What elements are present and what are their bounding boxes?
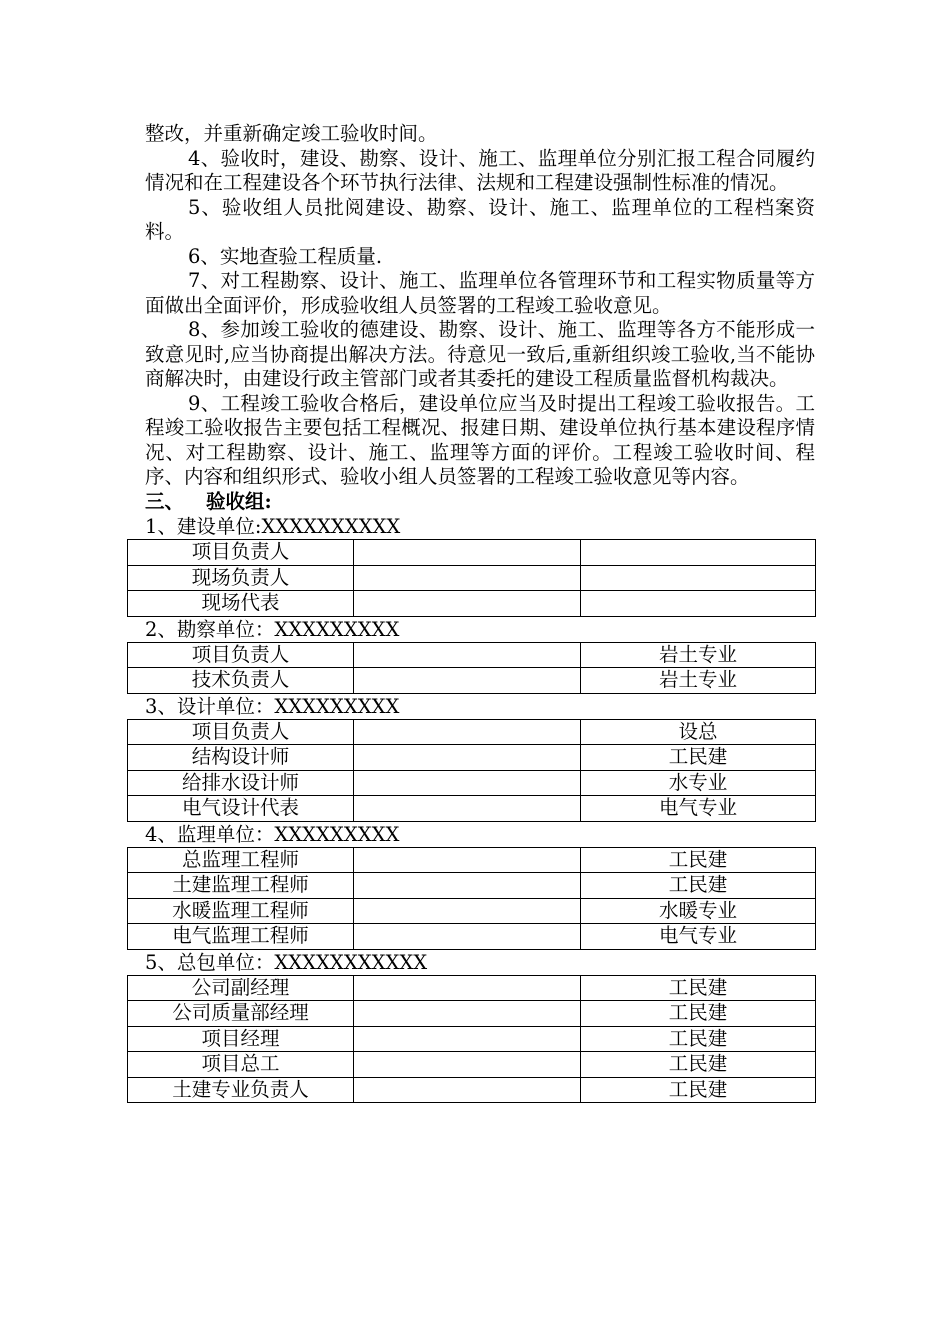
name-cell[interactable] bbox=[354, 975, 581, 1001]
role-cell: 总监理工程师 bbox=[128, 847, 354, 873]
name-cell[interactable] bbox=[354, 1026, 581, 1052]
role-cell: 项目经理 bbox=[128, 1026, 354, 1052]
role-cell: 给排水设计师 bbox=[128, 770, 354, 796]
unit-label: 2、勘察单位：XXXXXXXXX bbox=[145, 617, 400, 641]
role-cell: 现场负责人 bbox=[128, 565, 354, 591]
name-cell[interactable] bbox=[354, 540, 581, 566]
paragraph: 7、对工程勘察、设计、施工、监理单位各管理环节和工程实物质量等方面做出全面评价，形成验收组人员签署的工程竣工验收意见。 bbox=[145, 269, 815, 317]
role-cell: 电气设计代表 bbox=[128, 796, 354, 822]
specialty-cell: 工民建 bbox=[581, 1077, 816, 1103]
paragraph: 9、工程竣工验收合格后，建设单位应当及时提出工程竣工验收报告。工程竣工验收报告主要包括工程概况、报建日期、建设单位执行基本建设程序情况、对工程勘察、设计、施工、监理等方面的评价。工程竣工验收时间、程序、内容和组织形式、验收小组人员签署的工程竣工验收意见等内容。 bbox=[145, 391, 815, 488]
name-cell[interactable] bbox=[354, 591, 581, 617]
name-cell[interactable] bbox=[354, 924, 581, 950]
specialty-cell: 工民建 bbox=[581, 975, 816, 1001]
unit-label: 4、监理单位：XXXXXXXXX bbox=[145, 822, 400, 846]
name-cell[interactable] bbox=[354, 719, 581, 745]
specialty-cell: 设总 bbox=[581, 719, 816, 745]
name-cell[interactable] bbox=[354, 1001, 581, 1027]
paragraph: 5、验收组人员批阅建设、勘察、设计、施工、监理单位的工程档案资料。 bbox=[145, 195, 815, 243]
specialty-cell: 工民建 bbox=[581, 1026, 816, 1052]
name-cell[interactable] bbox=[354, 1052, 581, 1078]
role-cell: 土建监理工程师 bbox=[128, 873, 354, 899]
specialty-cell: 工民建 bbox=[581, 847, 816, 873]
specialty-cell: 岩土专业 bbox=[581, 642, 816, 668]
table-row bbox=[128, 1052, 816, 1078]
paragraph: 4、验收时，建设、勘察、设计、施工、监理单位分别汇报工程合同履约情况和在工程建设各个环节执行法律、法规和工程建设强制性标准的情况。 bbox=[145, 146, 815, 194]
role-cell: 公司质量部经理 bbox=[128, 1001, 354, 1027]
table-row bbox=[128, 745, 816, 771]
role-cell: 电气监理工程师 bbox=[128, 924, 354, 950]
paragraph: 6、实地查验工程质量. bbox=[188, 244, 383, 268]
role-cell: 项目总工 bbox=[128, 1052, 354, 1078]
document-page bbox=[145, 122, 815, 1103]
specialty-cell: 岩土专业 bbox=[581, 668, 816, 694]
table-row bbox=[128, 924, 816, 950]
table-row bbox=[128, 540, 816, 566]
name-cell[interactable] bbox=[354, 1077, 581, 1103]
acceptance-group-units bbox=[145, 514, 815, 1103]
name-cell[interactable] bbox=[354, 565, 581, 591]
paragraph: 8、参加竣工验收的德建设、勘察、设计、施工、监理等各方不能形成一致意见时,应当协商提出解决方法。待意见一致后,重新组织竣工验收,当不能协商解决时，由建设行政主管部门或者其委托的建设工程质量监督机构裁决。 bbox=[145, 318, 815, 390]
name-cell[interactable] bbox=[354, 847, 581, 873]
specialty-cell: 电气专业 bbox=[581, 924, 816, 950]
table-row bbox=[128, 975, 816, 1001]
specialty-cell bbox=[581, 565, 816, 591]
role-cell: 项目负责人 bbox=[128, 642, 354, 668]
table-row bbox=[128, 1077, 816, 1103]
specialty-cell: 工民建 bbox=[581, 745, 816, 771]
name-cell[interactable] bbox=[354, 770, 581, 796]
acceptance-procedure-text bbox=[145, 122, 815, 490]
name-cell[interactable] bbox=[354, 898, 581, 924]
specialty-cell: 工民建 bbox=[581, 873, 816, 899]
table-row bbox=[128, 565, 816, 591]
paragraph: 整改，并重新确定竣工验收时间。 bbox=[145, 122, 438, 145]
specialty-cell bbox=[581, 591, 816, 617]
role-cell: 现场代表 bbox=[128, 591, 354, 617]
section-heading bbox=[145, 490, 815, 515]
table-row bbox=[128, 591, 816, 617]
name-cell[interactable] bbox=[354, 642, 581, 668]
unit-label: 3、设计单位：XXXXXXXXX bbox=[145, 694, 400, 718]
unit-members-table bbox=[127, 539, 816, 617]
unit-members-table bbox=[127, 642, 816, 694]
role-cell: 项目负责人 bbox=[128, 540, 354, 566]
name-cell[interactable] bbox=[354, 668, 581, 694]
specialty-cell: 水暖专业 bbox=[581, 898, 816, 924]
table-row bbox=[128, 1001, 816, 1027]
role-cell: 土建专业负责人 bbox=[128, 1077, 354, 1103]
role-cell: 技术负责人 bbox=[128, 668, 354, 694]
role-cell: 结构设计师 bbox=[128, 745, 354, 771]
role-cell: 水暖监理工程师 bbox=[128, 898, 354, 924]
unit-members-table bbox=[127, 975, 816, 1104]
table-row bbox=[128, 719, 816, 745]
table-row bbox=[128, 668, 816, 694]
name-cell[interactable] bbox=[354, 796, 581, 822]
unit-label: 5、总包单位：XXXXXXXXXXX bbox=[145, 950, 428, 974]
table-row bbox=[128, 642, 816, 668]
name-cell[interactable] bbox=[354, 745, 581, 771]
table-row bbox=[128, 770, 816, 796]
role-cell: 公司副经理 bbox=[128, 975, 354, 1001]
specialty-cell: 水专业 bbox=[581, 770, 816, 796]
table-row bbox=[128, 898, 816, 924]
unit-members-table bbox=[127, 847, 816, 950]
specialty-cell bbox=[581, 540, 816, 566]
specialty-cell: 工民建 bbox=[581, 1052, 816, 1078]
table-row bbox=[128, 873, 816, 899]
unit-label: 1、建设单位:XXXXXXXXXX bbox=[145, 515, 401, 538]
section-title: 验收组: bbox=[206, 489, 272, 513]
name-cell[interactable] bbox=[354, 873, 581, 899]
unit-members-table bbox=[127, 719, 816, 822]
table-row bbox=[128, 847, 816, 873]
specialty-cell: 工民建 bbox=[581, 1001, 816, 1027]
section-number: 三、 bbox=[145, 489, 185, 513]
table-row bbox=[128, 796, 816, 822]
specialty-cell: 电气专业 bbox=[581, 796, 816, 822]
role-cell: 项目负责人 bbox=[128, 719, 354, 745]
table-row bbox=[128, 1026, 816, 1052]
